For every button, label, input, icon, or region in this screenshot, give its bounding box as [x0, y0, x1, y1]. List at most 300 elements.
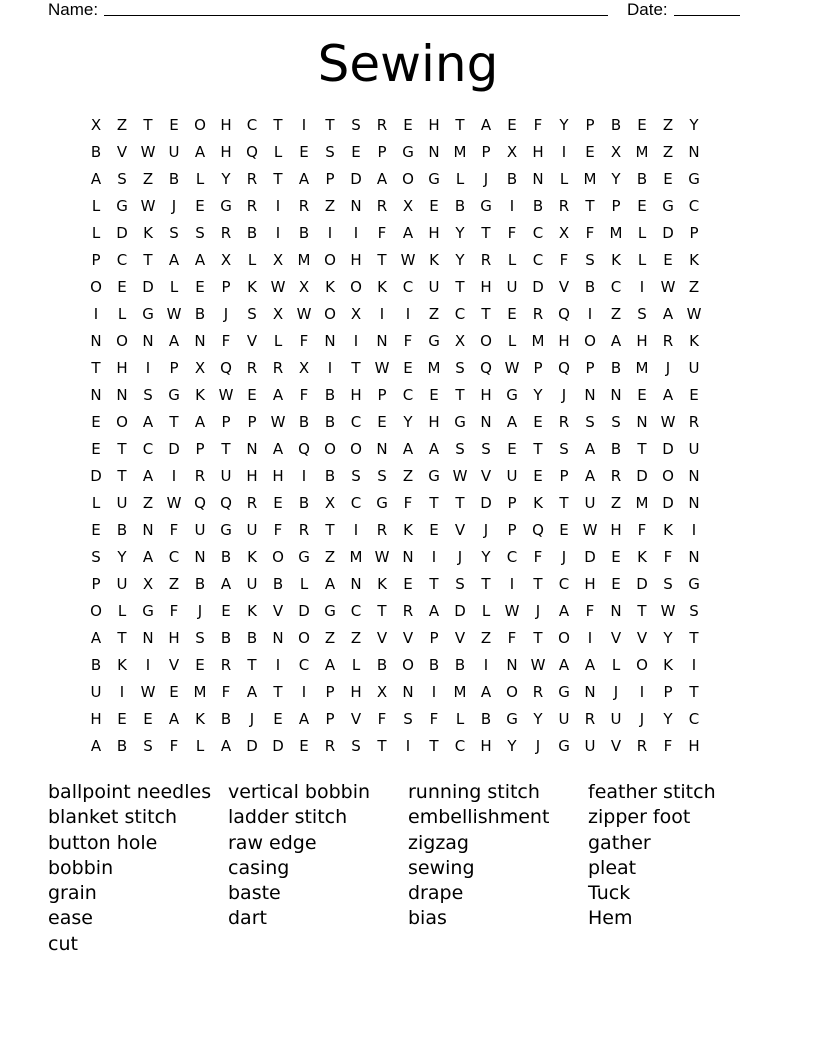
grid-letter: I: [301, 116, 307, 134]
grid-letter: A: [272, 386, 284, 404]
grid-letter: C: [142, 440, 154, 458]
grid-letter: D: [454, 602, 466, 620]
grid-letter: L: [117, 305, 127, 323]
grid-letter: U: [246, 521, 258, 539]
grid-letter: L: [637, 251, 647, 269]
grid-letter: T: [689, 629, 699, 647]
grid-letter: G: [454, 413, 466, 431]
grid-letter: A: [142, 413, 154, 431]
grid-letter: E: [611, 548, 621, 566]
grid-letter: B: [584, 278, 596, 296]
grid-letter: R: [220, 224, 232, 242]
grid-letter: F: [221, 683, 231, 701]
grid-letter: T: [637, 440, 647, 458]
grid-letter: G: [116, 197, 128, 215]
grid-letter: O: [506, 683, 518, 701]
word-item: button hole: [48, 831, 158, 854]
grid-letter: X: [402, 197, 414, 215]
grid-letter: E: [273, 710, 283, 728]
word-item: blanket stitch: [48, 806, 178, 829]
grid-letter: V: [168, 656, 180, 674]
grid-letter: S: [143, 386, 153, 404]
grid-letter: G: [506, 386, 518, 404]
grid-letter: E: [663, 170, 673, 188]
grid-letter: E: [429, 521, 439, 539]
grid-letter: F: [377, 224, 387, 242]
grid-letter: R: [584, 710, 596, 728]
grid-letter: X: [324, 494, 336, 512]
grid-letter: E: [91, 440, 101, 458]
grid-letter: W: [530, 656, 546, 674]
grid-letter: I: [301, 467, 307, 485]
grid-letter: A: [506, 413, 518, 431]
grid-letter: S: [559, 440, 569, 458]
grid-letter: I: [561, 143, 567, 161]
grid-letter: D: [662, 224, 674, 242]
grid-letter: F: [559, 251, 569, 269]
grid-letter: F: [169, 737, 179, 755]
grid-letter: K: [195, 710, 205, 728]
grid-letter: E: [637, 116, 647, 134]
grid-letter: E: [195, 197, 205, 215]
grid-letter: X: [194, 359, 206, 377]
grid-letter: I: [691, 521, 697, 539]
grid-letter: A: [298, 710, 310, 728]
grid-letter: N: [90, 332, 102, 350]
grid-letter: L: [637, 224, 647, 242]
grid-letter: S: [377, 467, 387, 485]
grid-letter: X: [610, 143, 622, 161]
grid-row: [83, 139, 733, 166]
grid-letter: R: [246, 494, 258, 512]
word-item: raw edge: [228, 831, 317, 854]
grid-letter: F: [403, 494, 413, 512]
grid-letter: G: [324, 602, 336, 620]
grid-letter: H: [350, 251, 362, 269]
grid-letter: P: [91, 251, 101, 269]
grid-letter: G: [558, 683, 570, 701]
grid-row: [83, 112, 733, 139]
grid-letter: B: [246, 629, 258, 647]
grid-letter: S: [169, 224, 179, 242]
grid-letter: L: [91, 224, 101, 242]
grid-letter: P: [325, 710, 335, 728]
grid-letter: F: [533, 116, 543, 134]
grid-letter: T: [117, 467, 127, 485]
grid-letter: C: [688, 197, 700, 215]
grid-letter: G: [428, 332, 440, 350]
grid-letter: N: [532, 170, 544, 188]
grid-letter: G: [298, 548, 310, 566]
grid-letter: P: [377, 386, 387, 404]
grid-letter: D: [662, 440, 674, 458]
grid-letter: R: [480, 251, 492, 269]
grid-letter: Z: [688, 278, 700, 296]
date-label: Date:: [627, 0, 668, 19]
name-label: Name:: [48, 0, 99, 19]
grid-letter: C: [168, 548, 180, 566]
grid-letter: T: [429, 737, 439, 755]
grid-letter: G: [142, 602, 154, 620]
grid-letter: S: [325, 143, 335, 161]
grid-letter: F: [663, 737, 673, 755]
grid-letter: Z: [324, 197, 336, 215]
grid-letter: S: [143, 737, 153, 755]
grid-letter: B: [610, 116, 622, 134]
grid-letter: O: [480, 332, 492, 350]
grid-letter: T: [377, 251, 387, 269]
grid-letter: H: [116, 359, 128, 377]
grid-letter: B: [506, 170, 518, 188]
grid-letter: A: [90, 170, 102, 188]
grid-letter: B: [272, 575, 284, 593]
grid-letter: N: [350, 575, 362, 593]
grid-letter: H: [428, 224, 440, 242]
grid-letter: T: [273, 170, 283, 188]
grid-letter: R: [324, 737, 336, 755]
grid-letter: R: [376, 116, 388, 134]
grid-letter: O: [194, 116, 206, 134]
grid-letter: D: [662, 494, 674, 512]
grid-letter: F: [299, 386, 309, 404]
grid-letter: Z: [324, 548, 336, 566]
grid-letter: U: [194, 521, 206, 539]
grid-letter: C: [350, 413, 362, 431]
grid-letter: A: [324, 656, 336, 674]
grid-letter: I: [119, 683, 125, 701]
grid-letter: G: [506, 710, 518, 728]
grid-letter: X: [90, 116, 102, 134]
grid-letter: O: [402, 170, 414, 188]
word-item: grain: [48, 882, 97, 905]
grid-letter: K: [637, 548, 647, 566]
grid-letter: N: [688, 494, 700, 512]
grid-letter: W: [660, 413, 676, 431]
grid-letter: W: [140, 143, 156, 161]
grid-letter: M: [635, 359, 649, 377]
grid-letter: V: [376, 629, 388, 647]
grid-letter: Y: [403, 413, 413, 431]
grid-letter: M: [193, 683, 207, 701]
grid-letter: A: [558, 656, 570, 674]
grid-letter: G: [428, 170, 440, 188]
grid-letter: P: [429, 629, 439, 647]
grid-letter: H: [480, 386, 492, 404]
word-column: [48, 780, 228, 957]
grid-row: [83, 328, 733, 355]
grid-letter: Q: [480, 359, 492, 377]
grid-letter: U: [506, 278, 518, 296]
grid-letter: S: [455, 575, 465, 593]
grid-letter: K: [325, 278, 335, 296]
grid-letter: Y: [533, 386, 543, 404]
grid-letter: O: [584, 332, 596, 350]
grid-letter: R: [662, 332, 674, 350]
grid-letter: L: [273, 332, 283, 350]
grid-letter: K: [377, 278, 387, 296]
grid-letter: A: [610, 332, 622, 350]
word-item: sewing: [408, 856, 475, 879]
grid-letter: U: [116, 494, 128, 512]
grid-letter: H: [610, 521, 622, 539]
grid-letter: Y: [507, 737, 517, 755]
grid-letter: Q: [246, 143, 258, 161]
grid-letter: K: [663, 656, 673, 674]
grid-letter: P: [585, 359, 595, 377]
grid-letter: M: [531, 332, 545, 350]
grid-letter: C: [454, 305, 466, 323]
grid-letter: W: [504, 359, 520, 377]
word-item: ballpoint needles: [48, 781, 212, 803]
grid-letter: D: [532, 278, 544, 296]
grid-letter: A: [142, 548, 154, 566]
grid-letter: Z: [402, 467, 414, 485]
grid-letter: I: [327, 359, 333, 377]
grid-letter: V: [610, 737, 622, 755]
grid-letter: E: [507, 116, 517, 134]
grid-letter: G: [688, 170, 700, 188]
grid-letter: V: [454, 521, 466, 539]
grid-letter: A: [480, 116, 492, 134]
grid-letter: X: [558, 224, 570, 242]
grid-letter: Q: [194, 494, 206, 512]
grid-letter: T: [689, 683, 699, 701]
grid-letter: E: [143, 710, 153, 728]
grid-letter: A: [272, 440, 284, 458]
grid-letter: Y: [611, 170, 621, 188]
grid-letter: R: [610, 467, 622, 485]
grid-letter: D: [90, 467, 102, 485]
grid-letter: S: [455, 440, 465, 458]
grid-letter: E: [637, 386, 647, 404]
word-item: baste: [228, 882, 281, 905]
grid-letter: H: [272, 467, 284, 485]
grid-letter: E: [195, 278, 205, 296]
grid-letter: O: [324, 305, 336, 323]
letter-grid: [83, 112, 733, 760]
grid-letter: X: [298, 359, 310, 377]
grid-letter: D: [272, 737, 284, 755]
grid-letter: Z: [480, 629, 492, 647]
grid-letter: T: [273, 683, 283, 701]
grid-letter: A: [324, 575, 336, 593]
grid-letter: K: [689, 332, 699, 350]
grid-letter: E: [507, 305, 517, 323]
grid-letter: Z: [662, 116, 674, 134]
word-item: zigzag: [408, 831, 469, 854]
grid-letter: B: [168, 170, 180, 188]
word-item: dart: [228, 907, 267, 930]
grid-letter: T: [377, 602, 387, 620]
grid-letter: V: [402, 629, 414, 647]
grid-letter: S: [351, 116, 361, 134]
grid-letter: N: [428, 143, 440, 161]
grid-letter: P: [507, 494, 517, 512]
grid-letter: S: [351, 467, 361, 485]
grid-letter: U: [506, 467, 518, 485]
word-item: bobbin: [48, 856, 114, 879]
grid-letter: J: [665, 359, 671, 377]
grid-letter: T: [325, 116, 335, 134]
grid-letter: P: [559, 467, 569, 485]
grid-letter: H: [480, 737, 492, 755]
grid-letter: L: [559, 170, 569, 188]
grid-letter: D: [350, 170, 362, 188]
grid-row: [83, 409, 733, 436]
grid-letter: K: [247, 602, 257, 620]
grid-letter: D: [116, 224, 128, 242]
grid-letter: U: [428, 278, 440, 296]
grid-letter: B: [376, 656, 388, 674]
grid-row: [83, 220, 733, 247]
grid-letter: L: [169, 278, 179, 296]
grid-letter: P: [585, 116, 595, 134]
grid-letter: M: [635, 143, 649, 161]
grid-letter: C: [402, 278, 414, 296]
grid-letter: R: [298, 521, 310, 539]
grid-letter: N: [116, 386, 128, 404]
grid-letter: V: [636, 629, 648, 647]
grid-letter: T: [117, 440, 127, 458]
grid-letter: H: [532, 143, 544, 161]
grid-letter: N: [350, 197, 362, 215]
grid-letter: O: [324, 440, 336, 458]
grid-letter: Q: [532, 521, 544, 539]
grid-letter: L: [195, 170, 205, 188]
grid-letter: Z: [142, 170, 154, 188]
grid-letter: Q: [220, 359, 232, 377]
word-item: feather stitch: [588, 781, 716, 803]
grid-letter: E: [117, 278, 127, 296]
grid-letter: G: [688, 575, 700, 593]
word-column: [228, 780, 408, 932]
grid-letter: Y: [455, 251, 465, 269]
grid-letter: M: [609, 224, 623, 242]
grid-letter: L: [507, 251, 517, 269]
grid-letter: T: [481, 305, 491, 323]
grid-letter: C: [246, 116, 258, 134]
grid-row: [83, 490, 733, 517]
grid-letter: R: [636, 737, 648, 755]
grid-letter: E: [377, 413, 387, 431]
grid-letter: B: [194, 575, 206, 593]
grid-letter: B: [610, 359, 622, 377]
grid-letter: U: [584, 494, 596, 512]
grid-letter: A: [402, 440, 414, 458]
grid-letter: K: [195, 386, 205, 404]
grid-letter: H: [168, 629, 180, 647]
grid-letter: N: [688, 548, 700, 566]
grid-letter: U: [246, 575, 258, 593]
grid-letter: M: [349, 548, 363, 566]
word-item: embellishment: [408, 806, 550, 829]
grid-letter: B: [454, 197, 466, 215]
grid-letter: Q: [558, 359, 570, 377]
grid-letter: P: [507, 521, 517, 539]
grid-letter: H: [350, 386, 362, 404]
grid-letter: C: [350, 602, 362, 620]
grid-letter: B: [220, 710, 232, 728]
grid-letter: X: [142, 575, 154, 593]
grid-letter: O: [558, 629, 570, 647]
grid-letter: G: [220, 197, 232, 215]
grid-letter: J: [561, 386, 567, 404]
grid-letter: B: [298, 224, 310, 242]
grid-letter: O: [662, 467, 674, 485]
grid-letter: I: [145, 359, 151, 377]
grid-letter: S: [637, 305, 647, 323]
grid-letter: P: [221, 413, 231, 431]
grid-letter: A: [662, 305, 674, 323]
grid-letter: O: [350, 278, 362, 296]
grid-row: [83, 517, 733, 544]
grid-letter: F: [507, 224, 517, 242]
grid-letter: I: [405, 737, 411, 755]
grid-letter: L: [247, 251, 257, 269]
grid-letter: N: [506, 656, 518, 674]
grid-letter: R: [532, 305, 544, 323]
grid-letter: D: [168, 440, 180, 458]
grid-letter: M: [583, 170, 597, 188]
grid-letter: S: [195, 224, 205, 242]
grid-letter: B: [636, 170, 648, 188]
grid-letter: S: [195, 629, 205, 647]
grid-letter: S: [117, 170, 127, 188]
grid-letter: F: [663, 548, 673, 566]
grid-letter: M: [635, 494, 649, 512]
grid-letter: N: [194, 332, 206, 350]
grid-letter: Y: [481, 548, 491, 566]
grid-letter: X: [220, 251, 232, 269]
grid-row: [83, 274, 733, 301]
word-item: Tuck: [588, 882, 631, 905]
grid-letter: Z: [168, 575, 180, 593]
grid-letter: E: [585, 143, 595, 161]
grid-letter: N: [246, 440, 258, 458]
grid-letter: I: [93, 305, 99, 323]
grid-letter: H: [220, 143, 232, 161]
grid-letter: W: [140, 683, 156, 701]
grid-letter: J: [223, 305, 229, 323]
grid-letter: X: [298, 278, 310, 296]
grid-letter: S: [247, 305, 257, 323]
grid-letter: Y: [559, 116, 569, 134]
grid-letter: I: [483, 656, 489, 674]
grid-letter: B: [454, 656, 466, 674]
grid-letter: N: [142, 521, 154, 539]
grid-letter: D: [246, 737, 258, 755]
grid-letter: D: [480, 494, 492, 512]
grid-letter: O: [116, 332, 128, 350]
grid-letter: Y: [117, 548, 127, 566]
grid-letter: F: [273, 521, 283, 539]
grid-letter: I: [353, 224, 359, 242]
grid-letter: J: [561, 548, 567, 566]
grid-letter: W: [660, 602, 676, 620]
grid-letter: T: [143, 116, 153, 134]
grid-letter: T: [455, 116, 465, 134]
grid-letter: E: [403, 359, 413, 377]
grid-letter: G: [428, 467, 440, 485]
grid-letter: E: [351, 143, 361, 161]
grid-letter: N: [688, 467, 700, 485]
grid-row: [83, 247, 733, 274]
grid-letter: E: [507, 440, 517, 458]
grid-letter: B: [298, 413, 310, 431]
grid-letter: I: [275, 197, 281, 215]
grid-letter: A: [90, 629, 102, 647]
grid-letter: R: [298, 197, 310, 215]
